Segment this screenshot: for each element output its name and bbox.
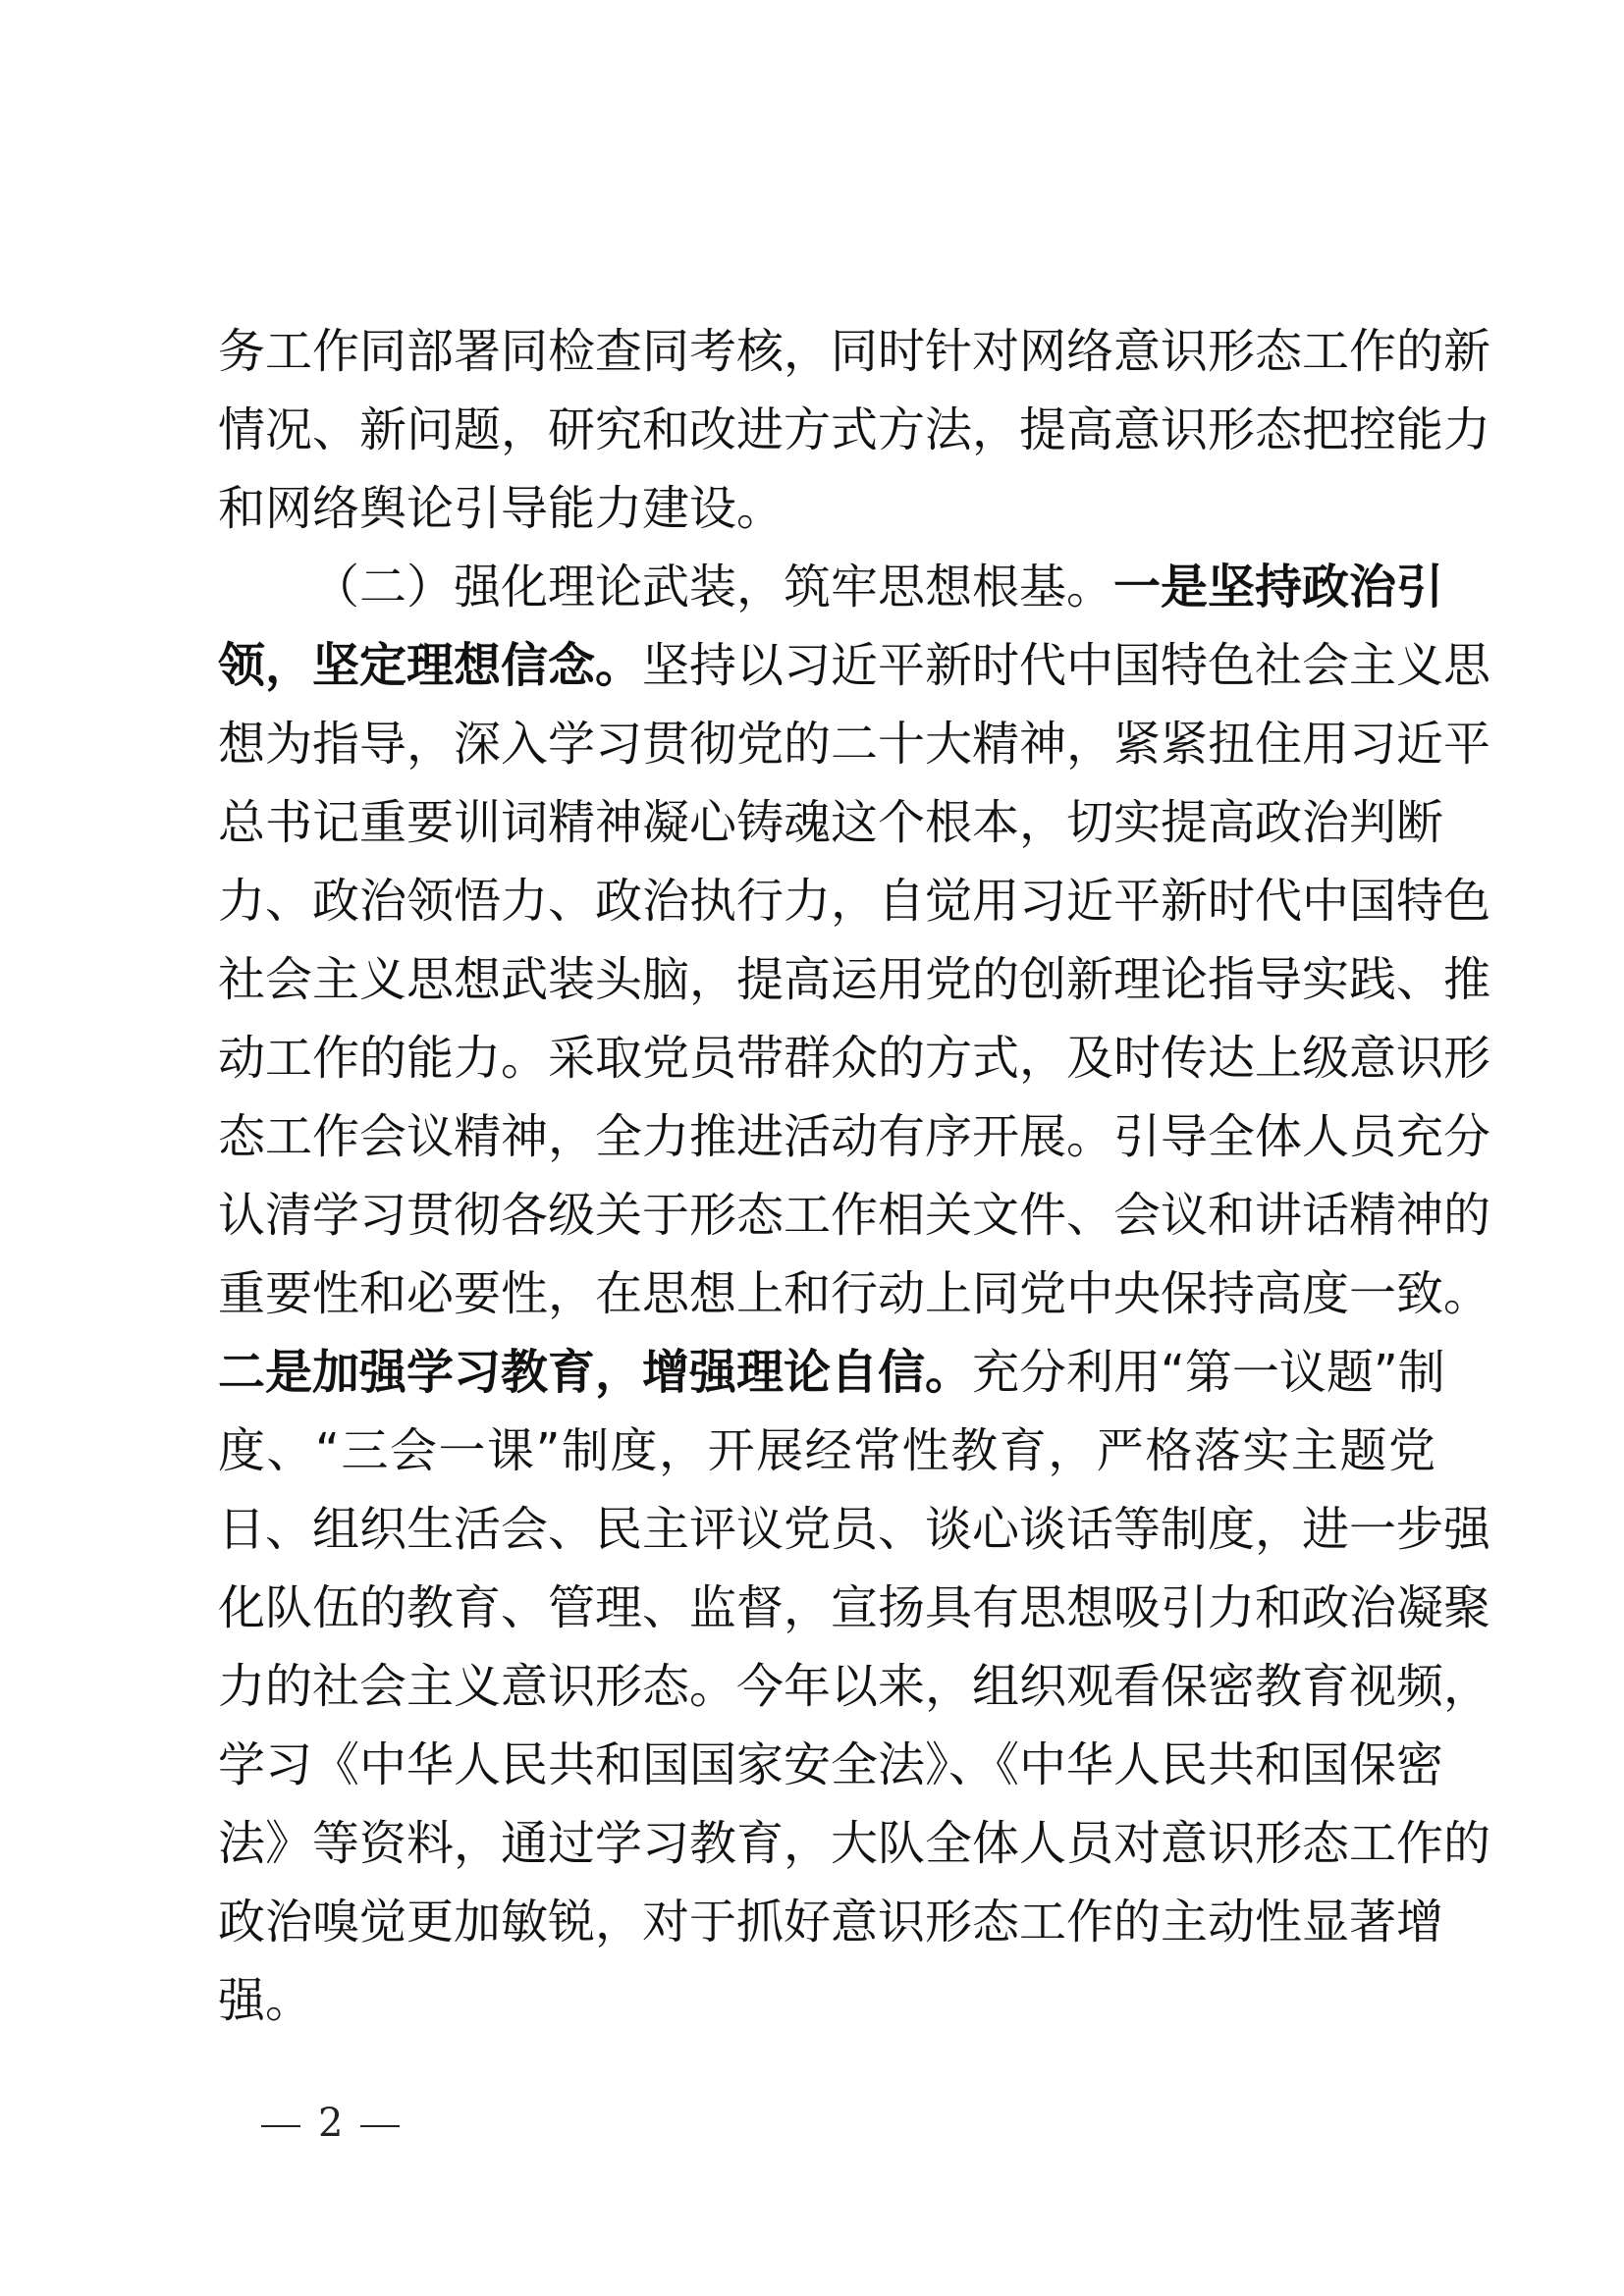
text-line xyxy=(218,1255,1491,1333)
text-segment: 力的社会主义意识形态。今年以来，组织观看保密教育视频， xyxy=(218,1659,1491,1714)
text-segment: 坚持以习近平新时代中国特色社会主义思 xyxy=(642,638,1491,693)
text-segment: 度、“三会一课”制度，开展经常性教育，严格落实主题党 xyxy=(218,1423,1435,1478)
page-footer xyxy=(244,2101,417,2146)
text-line xyxy=(218,1412,1435,1490)
text-line xyxy=(218,705,1491,783)
text-segment: 认清学习贯彻各级关于形态工作相关文件、会议和讲话精神的 xyxy=(218,1188,1491,1243)
text-segment: 化队伍的教育、管理、监督，宣扬具有思想吸引力和政治凝聚 xyxy=(218,1580,1491,1635)
text-line xyxy=(218,940,1491,1019)
text-line xyxy=(218,312,1491,391)
bold-text-segment: 一是坚持政治引 xyxy=(1113,560,1444,614)
text-line xyxy=(218,1490,1491,1569)
text-line xyxy=(218,1097,1491,1176)
footer-dash-left xyxy=(261,2125,300,2127)
text-segment: 态工作会议精神，全力推进活动有序开展。引导全体人员充分 xyxy=(218,1109,1491,1164)
text-segment: 情况、新问题，研究和改进方式方法，提高意识形态把控能力 xyxy=(218,402,1491,457)
text-segment: 政治嗅觉更加敏锐，对于抓好意识形态工作的主动性显著增 xyxy=(218,1895,1444,1949)
text-line xyxy=(218,1333,1445,1412)
text-line xyxy=(218,548,1444,626)
text-line xyxy=(218,1647,1491,1726)
text-line xyxy=(218,626,1491,705)
document-body xyxy=(218,312,1491,2040)
text-segment: 法》等资料，通过学习教育，大队全体人员对意识形态工作的 xyxy=(218,1816,1491,1871)
text-segment: 强。 xyxy=(218,1973,313,2028)
text-line xyxy=(218,1019,1491,1097)
text-line xyxy=(218,1176,1491,1255)
text-segment: 动工作的能力。采取党员带群众的方式，及时传达上级意识形 xyxy=(218,1031,1491,1086)
text-line xyxy=(218,1961,1435,2040)
text-segment: 学习《中华人民共和国国家安全法》、《中华人民共和国保密 xyxy=(218,1737,1444,1792)
footer-dash-right xyxy=(360,2125,400,2127)
text-line xyxy=(218,862,1491,940)
text-line xyxy=(218,783,1444,862)
text-segment: 充分利用“第一议题”制 xyxy=(972,1345,1445,1400)
text-line xyxy=(218,1804,1491,1883)
text-line xyxy=(218,1726,1444,1804)
text-segment: 和网络舆论引导能力建设。 xyxy=(218,481,785,536)
text-line xyxy=(218,1883,1444,1961)
text-line xyxy=(218,469,1435,548)
text-segment: （二）强化理论武装，筑牢思想根基。 xyxy=(312,560,1114,614)
text-line xyxy=(218,1569,1491,1647)
text-segment: 务工作同部署同检查同考核，同时针对网络意识形态工作的新 xyxy=(218,324,1491,379)
text-segment: 力、政治领悟力、政治执行力，自觉用习近平新时代中国特色 xyxy=(218,874,1491,929)
text-segment: 社会主义思想武装头脑，提高运用党的创新理论指导实践、推 xyxy=(218,952,1491,1007)
text-line xyxy=(218,391,1491,469)
text-segment: 想为指导，深入学习贯彻党的二十大精神，紧紧扭住用习近平 xyxy=(218,717,1491,772)
bold-text-segment: 领，坚定理想信念。 xyxy=(218,638,643,693)
text-segment: 总书记重要训词精神凝心铸魂这个根本，切实提高政治判断 xyxy=(218,795,1444,850)
text-segment: 日、组织生活会、民主评议党员、谈心谈话等制度，进一步强 xyxy=(218,1502,1491,1557)
page-number: 2 xyxy=(318,2101,344,2146)
bold-text-segment: 二是加强学习教育，增强理论自信。 xyxy=(218,1345,973,1400)
text-segment: 重要性和必要性，在思想上和行动上同党中央保持高度一致。 xyxy=(218,1266,1491,1321)
